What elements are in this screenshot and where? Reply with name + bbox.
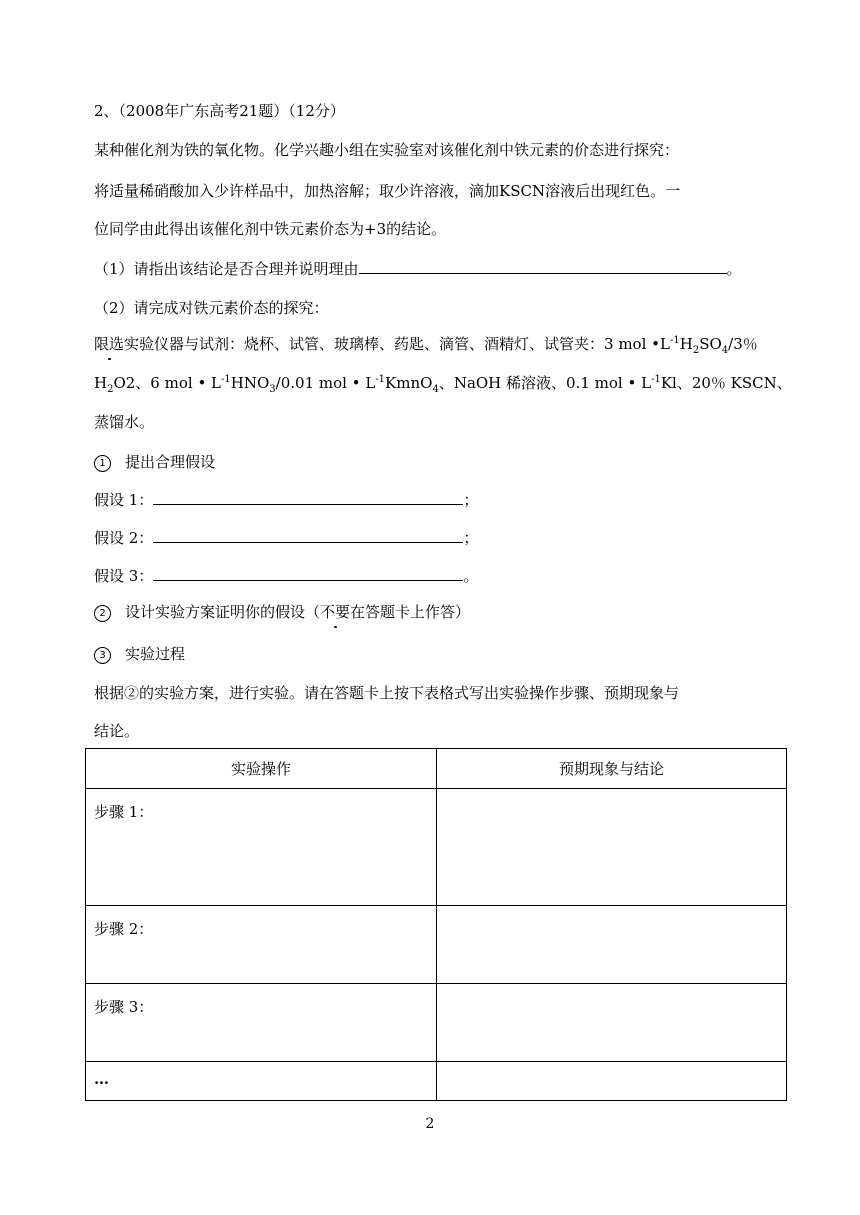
part-1-answer-blank[interactable] — [359, 259, 727, 274]
reagents-line-2: $H_2O2$、6 mol • $L^{-1}HNO_3/0.01$ mol • $L^{-1}KmnO_4$、NaOH 稀溶液、0.1 mol • $L^{-1}Kl$、20％ KSCN、 — [94, 374, 792, 395]
hypothesis-2: 假设 2： ； — [94, 529, 479, 547]
step-1 — [94, 451, 215, 473]
instruction-line-2: 结论。 — [94, 722, 140, 740]
hypothesis-2-blank[interactable] — [153, 528, 463, 543]
emphasis-dots: 不要 — [320, 603, 351, 621]
question-heading: 2、（2008年广东高考21题）（12分） — [94, 102, 345, 120]
hypothesis-1-blank[interactable] — [153, 490, 463, 505]
intro-line-3: 位同学由此得出该催化剂中铁元素价态为+3的结论。 — [94, 220, 447, 238]
step-2: 2 设计实验方案证明你的假设（不要在答题卡上作答） — [94, 601, 470, 623]
table-row — [86, 906, 787, 984]
instruction-line-1: 根据②的实验方案，进行实验。请在答题卡上按下表格式写出实验操作步骤、预期现象与 — [94, 684, 680, 702]
table-header-row — [86, 749, 787, 789]
result-cell[interactable] — [437, 906, 787, 984]
step-1-text: 提出合理假设 — [125, 453, 216, 471]
step-cell[interactable]: 步骤 3： — [86, 984, 437, 1062]
page-number: 2 — [425, 1116, 435, 1132]
hypothesis-3: 假设 3： 。 — [94, 567, 479, 585]
circled-number-3: 3 — [94, 647, 111, 664]
part-1-end: 。 — [726, 260, 742, 278]
table-row — [86, 984, 787, 1062]
table-row — [86, 789, 787, 906]
result-cell[interactable] — [437, 984, 787, 1062]
reagents-line-3: 蒸馏水。 — [94, 413, 155, 431]
reagents-text-1: 实验仪器与试剂：烧杯、试管、玻璃棒、药匙、滴管、酒精灯、试管夹：3 mol •L — [124, 335, 670, 353]
experiment-table — [85, 748, 787, 1101]
intro-line-1: 某种催化剂为铁的氧化物。化学兴趣小组在实验室对该催化剂中铁元素的价态进行探究： — [94, 141, 680, 159]
hypothesis-3-blank[interactable] — [153, 566, 463, 581]
step-cell[interactable]: … — [86, 1062, 437, 1101]
result-cell[interactable] — [437, 1062, 787, 1101]
hypothesis-1: 假设 1： ； — [94, 491, 479, 509]
header-operation: 实验操作 — [86, 749, 437, 789]
part-1-question — [94, 258, 742, 280]
circled-number-1: 1 — [94, 455, 111, 472]
step-cell[interactable]: 步骤 1： — [86, 789, 437, 906]
table-row — [86, 1062, 787, 1101]
step-3 — [94, 643, 185, 665]
part-2-question: （2）请完成对铁元素价态的探究： — [94, 299, 329, 317]
reagents-label-1: 限选 — [94, 335, 125, 353]
step-3-text: 实验过程 — [125, 645, 186, 663]
header-result: 预期现象与结论 — [437, 749, 787, 789]
result-cell[interactable] — [437, 789, 787, 906]
intro-line-2: 将适量稀硝酸加入少许样品中，加热溶解；取少许溶液，滴加KSCN溶液后出现红色。一 — [94, 182, 681, 200]
part-1-text: （1）请指出该结论是否合理并说明理由 — [94, 260, 359, 278]
reagents-line-1: 限选实验仪器与试剂：烧杯、试管、玻璃棒、药匙、滴管、酒精灯、试管夹：3 mol $•L^{-1}H_2SO_4/3$％ — [94, 335, 758, 356]
step-cell[interactable]: 步骤 2： — [86, 906, 437, 984]
circled-number-2: 2 — [94, 605, 111, 622]
